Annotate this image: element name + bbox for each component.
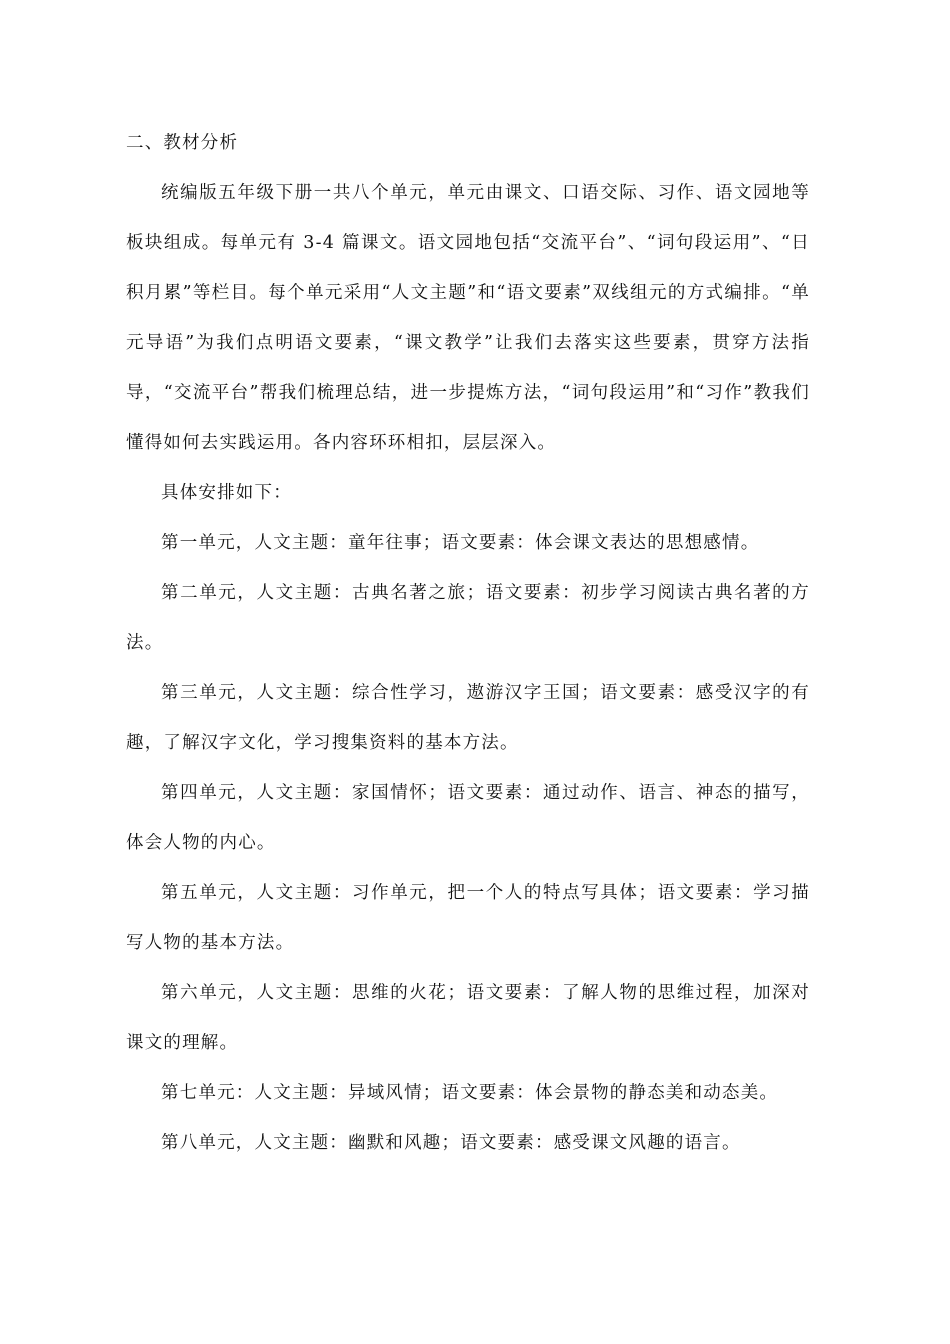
unit-paragraph-7: 第七单元：人文主题：异域风情；语文要素：体会景物的静态美和动态美。	[161, 1083, 779, 1103]
unit-paragraph-2: 第二单元，人文主题：古典名著之旅；语文要素：初步学习阅读古典名著的方法。	[126, 583, 810, 653]
intro-paragraph: 统编版五年级下册一共八个单元，单元由课文、口语交际、习作、语文园地等板块组成。每单元有 3-4 篇课文。语文园地包括“交流平台”、“词句段运用”、“日积月累”等栏目。每个单元采用“人文主题”和“语文要素”双线组元的方式编排。“单元导语”为我们点明语文要素，“课文教学”让我们去落实这些要素，贯穿方法指导，“交流平台”帮我们梳理总结，进一步提炼方法，“词句段运用”和“习作”教我们懂得如何去实践运用。各内容环环相扣，层层深入。	[126, 183, 810, 453]
unit-paragraph-6: 第六单元，人文主题：思维的火花；语文要素：了解人物的思维过程，加深对课文的理解。	[126, 983, 810, 1053]
unit-paragraph-1: 第一单元，人文主题：童年往事；语文要素：体会课文表达的思想感情。	[161, 533, 760, 553]
unit-paragraph-4: 第四单元，人文主题：家国情怀；语文要素：通过动作、语言、神态的描写，体会人物的内心。	[126, 783, 810, 853]
document-body	[126, 118, 810, 1168]
arrangement-intro: 具体安排如下：	[161, 483, 292, 503]
unit-paragraph-8: 第八单元，人文主题：幽默和风趣；语文要素：感受课文风趣的语言。	[161, 1133, 741, 1153]
unit-paragraph-5: 第五单元，人文主题：习作单元，把一个人的特点写具体；语文要素：学习描写人物的基本方法。	[126, 883, 810, 953]
section-heading: 二、教材分析	[126, 133, 239, 153]
unit-paragraph-3: 第三单元，人文主题：综合性学习，遨游汉字王国；语文要素：感受汉字的有趣，了解汉字文化，学习搜集资料的基本方法。	[126, 683, 810, 753]
